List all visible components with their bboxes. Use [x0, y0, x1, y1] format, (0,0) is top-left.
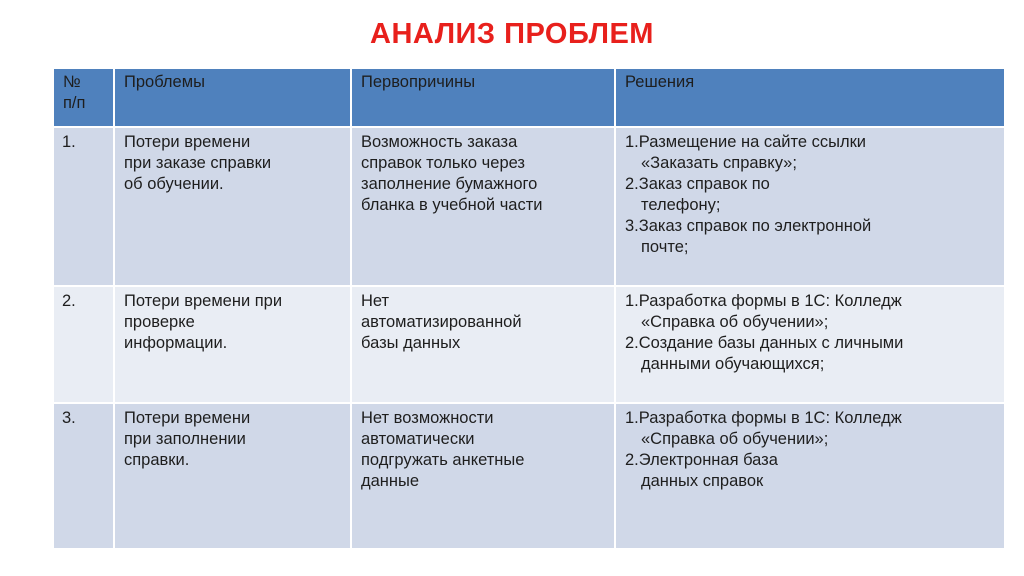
solution-item: 2.Создание базы данных с личными данными обучающихся; — [625, 334, 904, 373]
problem-cell: Потери времени при заказе справки об обучении. — [114, 127, 351, 286]
header-causes: Первопричины — [351, 68, 615, 127]
header-row — [53, 68, 1005, 127]
cause-cell: Нет автоматизированной базы данных — [351, 286, 615, 403]
solution-item: 1.Разработка формы в 1С: Колледж «Справка об обучении»; — [625, 292, 902, 331]
table-row — [53, 403, 1005, 549]
row-number: 1. — [53, 127, 114, 286]
solution-item: 1.Разработка формы в 1С: Колледж «Справка об обучении»; — [625, 409, 902, 448]
slide-title: АНАЛИЗ ПРОБЛЕМ — [370, 18, 654, 50]
header-solutions: Решения — [615, 68, 1005, 127]
problem-cell: Потери времени при проверке информации. — [114, 286, 351, 403]
solution-item: 1.Размещение на сайте ссылки «Заказать справку»; — [625, 133, 867, 172]
solutions-cell — [615, 403, 1005, 549]
solution-item: 3.Заказ справок по электронной почте; — [625, 217, 872, 256]
cause-cell: Нет возможности автоматически подгружать анкетные данные — [351, 403, 615, 549]
problem-cell: Потери времени при заполнении справки. — [114, 403, 351, 549]
solution-item: 2.Заказ справок по телефону; — [625, 175, 770, 214]
header-number: № п/п — [53, 68, 114, 127]
table-row — [53, 127, 1005, 286]
solutions-cell — [615, 127, 1005, 286]
table-row — [53, 286, 1005, 403]
header-problems: Проблемы — [114, 68, 351, 127]
row-number: 3. — [53, 403, 114, 549]
problem-analysis-table — [52, 67, 1006, 550]
solutions-cell — [615, 286, 1005, 403]
cause-cell: Возможность заказа справок только через заполнение бумажного бланка в учебной части — [351, 127, 615, 286]
row-number: 2. — [53, 286, 114, 403]
solution-item: 2.Электронная база данных справок — [625, 451, 778, 490]
